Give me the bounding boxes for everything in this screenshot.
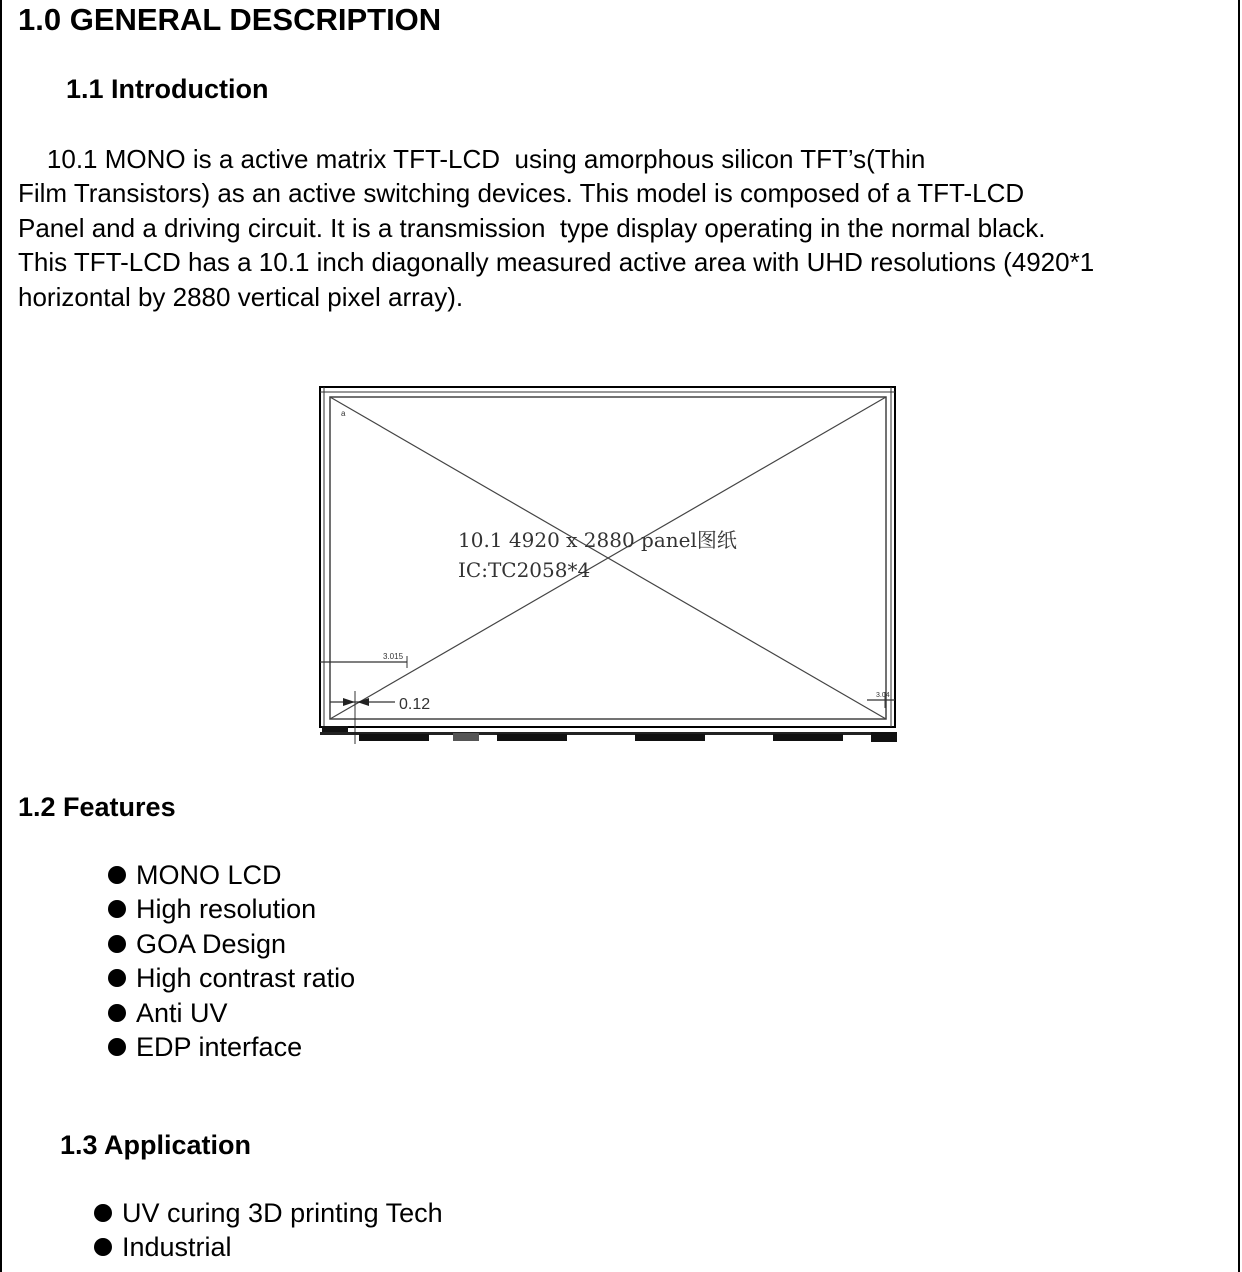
section-heading: 1.0 GENERAL DESCRIPTION bbox=[18, 2, 442, 37]
bullet-icon bbox=[108, 900, 126, 918]
paragraph-line: Film Transistors) as an active switching devices. This model is composed of a TFT-LCD bbox=[18, 178, 1025, 209]
list-item-text: GOA Design bbox=[136, 928, 287, 959]
bullet-icon bbox=[108, 969, 126, 987]
bullet-icon bbox=[108, 1038, 126, 1056]
application-title: 1.3 Application bbox=[60, 1130, 252, 1160]
bottom-connector bbox=[871, 732, 897, 742]
paragraph-line: horizontal by 2880 vertical pixel array). bbox=[18, 281, 464, 312]
list-item-text: MONO LCD bbox=[136, 860, 282, 890]
list-item-text: EDP interface bbox=[136, 1032, 303, 1063]
bullet-icon bbox=[94, 1204, 112, 1222]
bottom-connector bbox=[635, 734, 705, 741]
bottom-connector bbox=[773, 734, 843, 741]
list-item bbox=[108, 892, 355, 926]
introduction-title: 1.1 Introduction bbox=[66, 74, 269, 104]
list-item bbox=[94, 1196, 443, 1230]
list-item bbox=[108, 961, 355, 995]
list-item bbox=[108, 858, 355, 892]
list-item-text: High contrast ratio bbox=[136, 963, 356, 994]
panel-drawing bbox=[319, 386, 899, 744]
bullet-icon bbox=[94, 1238, 112, 1256]
list-item bbox=[108, 927, 355, 961]
bottom-connector bbox=[359, 734, 429, 741]
bullet-icon bbox=[108, 866, 126, 884]
bullet-icon bbox=[108, 1004, 126, 1022]
dimension-bottom-label: 0.12 bbox=[399, 696, 431, 713]
list-item-text: High resolution bbox=[136, 894, 317, 925]
list-item bbox=[108, 1030, 355, 1064]
application-list bbox=[94, 1196, 443, 1265]
arrow-head bbox=[343, 698, 355, 706]
features-list bbox=[108, 858, 355, 1064]
dimension-right-label: 3.04 bbox=[876, 692, 890, 699]
bottom-connector bbox=[322, 726, 348, 732]
list-item-text: Industrial bbox=[122, 1232, 232, 1263]
dimension-left-label: 3.015 bbox=[383, 652, 404, 661]
paragraph-line: Panel and a driving circuit. It is a transmission type display operating in the normal black. bbox=[18, 212, 1046, 243]
paragraph-line: This TFT-LCD has a 10.1 inch diagonally measured active area with UHD resolutions (4920*1 bbox=[18, 247, 1095, 278]
introduction-paragraph bbox=[18, 142, 1094, 314]
bottom-connector bbox=[453, 733, 479, 741]
panel-label-line-1: 10.1 4920 x 2880 panel图纸 bbox=[458, 528, 737, 552]
panel-label-line-2: IC:TC2058*4 bbox=[458, 558, 591, 582]
corner-mark: a bbox=[341, 409, 346, 418]
list-item-text: UV curing 3D printing Tech bbox=[122, 1198, 443, 1228]
list-item-text: Anti UV bbox=[136, 997, 228, 1028]
list-item bbox=[94, 1230, 443, 1264]
bottom-connector bbox=[497, 734, 567, 741]
bullet-icon bbox=[108, 935, 126, 953]
outer-outline bbox=[320, 387, 895, 727]
features-title: 1.2 Features bbox=[18, 792, 176, 822]
list-item bbox=[108, 996, 355, 1030]
paragraph-line: 10.1 MONO is a active matrix TFT-LCD using amorphous silicon TFT’s(Thin bbox=[18, 144, 926, 174]
